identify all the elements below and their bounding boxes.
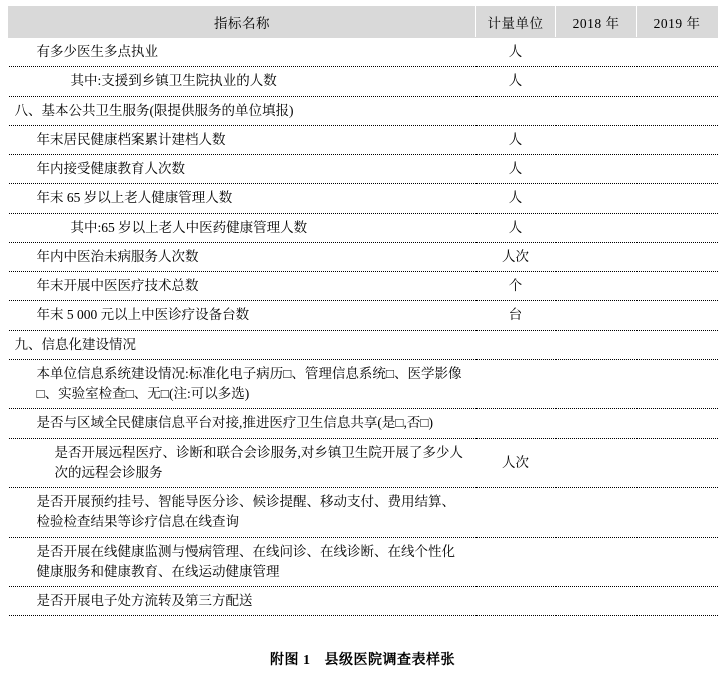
cell-unit: 人: [476, 213, 556, 242]
cell-indicator-name: 是否开展预约挂号、智能导医分诊、候诊提醒、移动支付、费用结算、检验检查结果等诊疗信息在线查询: [9, 488, 476, 538]
cell-indicator-name: 年末开展中医医疗技术总数: [9, 272, 476, 301]
table-section-row: [9, 96, 718, 125]
table-header-row: [9, 7, 718, 38]
cell-value-2019[interactable]: [637, 242, 718, 271]
cell-value-2018[interactable]: [556, 359, 637, 409]
table-row: [9, 184, 718, 213]
cell-unit: 人: [476, 155, 556, 184]
column-header-year-2018: 2018 年: [556, 7, 637, 38]
table-row: [9, 155, 718, 184]
cell-unit: [476, 488, 556, 538]
cell-unit: 人: [476, 38, 556, 67]
cell-value-2018[interactable]: [556, 409, 637, 438]
cell-value-2019[interactable]: [637, 438, 718, 488]
table-row: [9, 67, 718, 96]
cell-indicator-name: 年末 65 岁以上老人健康管理人数: [9, 184, 476, 213]
cell-unit: [476, 96, 556, 125]
column-header-year-2019: 2019 年: [637, 7, 718, 38]
cell-value-2018[interactable]: [556, 184, 637, 213]
cell-indicator-name: 年末居民健康档案累计建档人数: [9, 125, 476, 154]
cell-value-2019[interactable]: [637, 155, 718, 184]
table-section-row: [9, 330, 718, 359]
cell-value-2018[interactable]: [556, 125, 637, 154]
cell-value-2019[interactable]: [637, 272, 718, 301]
table-row: [9, 301, 718, 330]
cell-value-2018[interactable]: [556, 213, 637, 242]
table-row: [9, 587, 718, 616]
cell-unit: [476, 537, 556, 587]
cell-value-2019[interactable]: [637, 488, 718, 538]
cell-value-2019[interactable]: [637, 213, 718, 242]
cell-value-2018[interactable]: [556, 242, 637, 271]
cell-indicator-name: 年内接受健康教育人次数: [9, 155, 476, 184]
cell-value-2019[interactable]: [637, 67, 718, 96]
cell-value-2018[interactable]: [556, 488, 637, 538]
cell-unit: [476, 587, 556, 616]
table-row: [9, 125, 718, 154]
table-row: [9, 359, 718, 409]
table-header: [9, 7, 718, 38]
cell-value-2018[interactable]: [556, 537, 637, 587]
column-header-unit: 计量单位: [476, 7, 556, 38]
cell-value-2018[interactable]: [556, 272, 637, 301]
figure-caption-label: 附图 1: [270, 653, 311, 668]
table-row: [9, 242, 718, 271]
table-row: [9, 272, 718, 301]
cell-unit: 人: [476, 184, 556, 213]
cell-indicator-name: 是否开展电子处方流转及第三方配送: [9, 587, 476, 616]
table-row: [9, 537, 718, 587]
cell-indicator-name: 本单位信息系统建设情况:标准化电子病历□、管理信息系统□、医学影像□、实验室检查□、无□(注:可以多选): [9, 359, 476, 409]
cell-indicator-name: 八、基本公共卫生服务(限提供服务的单位填报): [9, 96, 476, 125]
cell-value-2018[interactable]: [556, 330, 637, 359]
table-row: [9, 409, 718, 438]
cell-value-2019[interactable]: [637, 184, 718, 213]
cell-indicator-name: 是否开展远程医疗、诊断和联合会诊服务,对乡镇卫生院开展了多少人次的远程会诊服务: [9, 438, 476, 488]
cell-indicator-name: 九、信息化建设情况: [9, 330, 476, 359]
cell-value-2018[interactable]: [556, 587, 637, 616]
cell-unit: 人次: [476, 242, 556, 271]
cell-unit: [476, 359, 556, 409]
cell-value-2019[interactable]: [637, 38, 718, 67]
table-body: [9, 38, 718, 616]
cell-value-2019[interactable]: [637, 359, 718, 409]
cell-unit: 人次: [476, 438, 556, 488]
cell-indicator-name: 是否与区域全民健康信息平台对接,推进医疗卫生信息共享(是□,否□): [9, 409, 476, 438]
cell-value-2019[interactable]: [637, 125, 718, 154]
cell-unit: 个: [476, 272, 556, 301]
cell-value-2019[interactable]: [637, 587, 718, 616]
cell-unit: 人: [476, 67, 556, 96]
cell-value-2019[interactable]: [637, 301, 718, 330]
cell-unit: [476, 330, 556, 359]
cell-value-2019[interactable]: [637, 537, 718, 587]
cell-value-2018[interactable]: [556, 96, 637, 125]
cell-value-2018[interactable]: [556, 38, 637, 67]
cell-indicator-name: 年内中医治未病服务人次数: [9, 242, 476, 271]
figure-caption-title: 县级医院调查表样张: [324, 653, 455, 668]
cell-indicator-name: 其中:65 岁以上老人中医药健康管理人数: [9, 213, 476, 242]
cell-unit: 人: [476, 125, 556, 154]
survey-table: [8, 6, 718, 616]
cell-value-2018[interactable]: [556, 155, 637, 184]
cell-unit: [476, 409, 556, 438]
table-row: [9, 488, 718, 538]
column-header-indicator-name: 指标名称: [9, 7, 476, 38]
table-row: [9, 438, 718, 488]
cell-indicator-name: 其中:支援到乡镇卫生院执业的人数: [9, 67, 476, 96]
table-row: [9, 213, 718, 242]
figure-caption: [0, 649, 725, 669]
cell-value-2018[interactable]: [556, 301, 637, 330]
cell-value-2018[interactable]: [556, 67, 637, 96]
cell-indicator-name: 是否开展在线健康监测与慢病管理、在线问诊、在线诊断、在线个性化健康服务和健康教育、在线运动健康管理: [9, 537, 476, 587]
cell-unit: 台: [476, 301, 556, 330]
table-row: [9, 38, 718, 67]
cell-value-2019[interactable]: [637, 96, 718, 125]
cell-value-2019[interactable]: [637, 330, 718, 359]
cell-value-2019[interactable]: [637, 409, 718, 438]
cell-indicator-name: 年末 5 000 元以上中医诊疗设备台数: [9, 301, 476, 330]
cell-indicator-name: 有多少医生多点执业: [9, 38, 476, 67]
cell-value-2018[interactable]: [556, 438, 637, 488]
